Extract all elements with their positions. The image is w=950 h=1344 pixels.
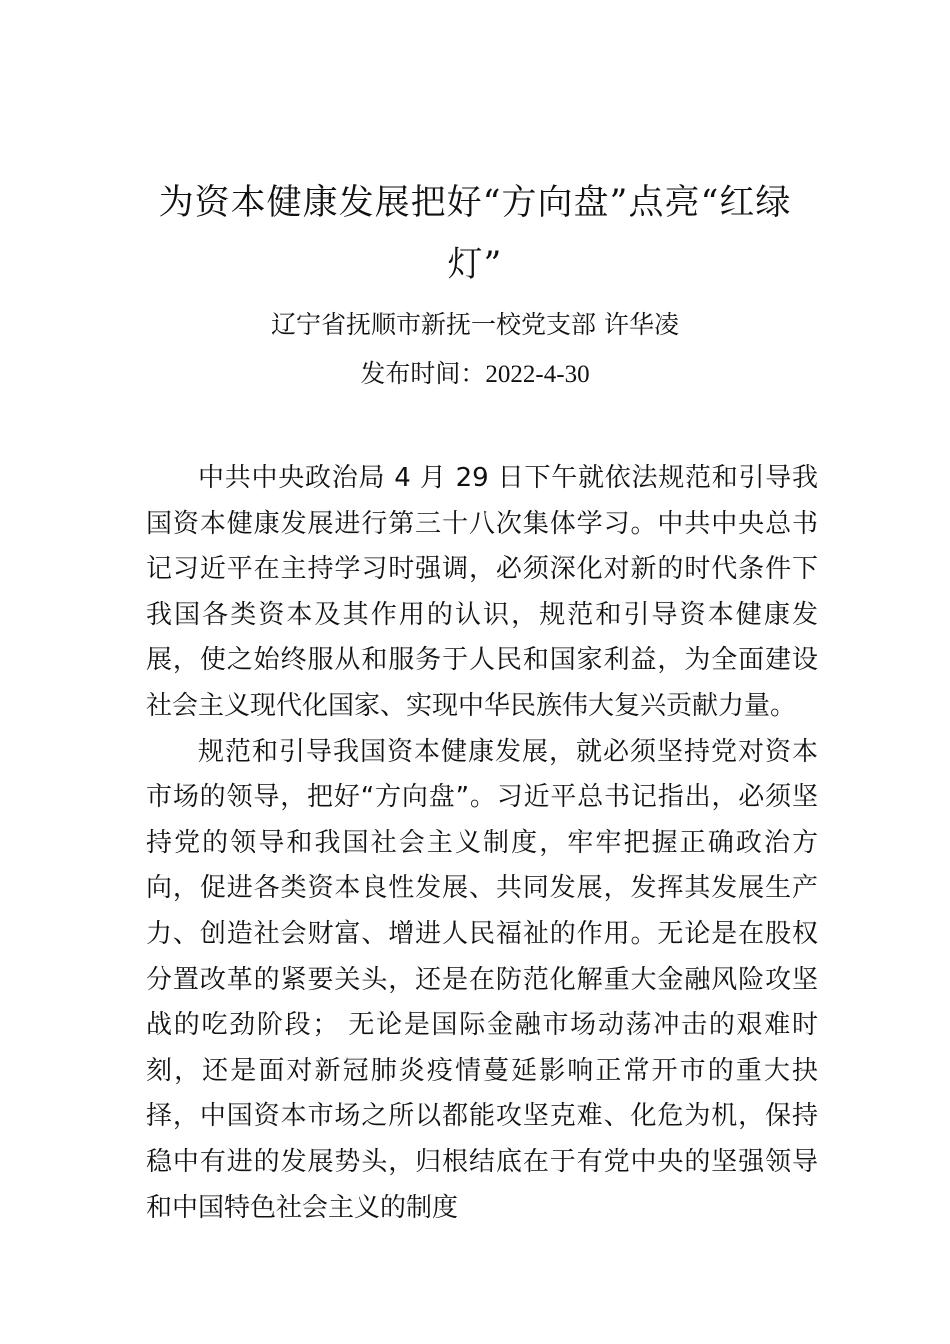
article-body xyxy=(146,456,818,1231)
publish-date-label: 发布时间： xyxy=(360,359,486,388)
body-paragraph: 规范和引导我国资本健康发展，就必须坚持党对资本市场的领导，把好“方向盘”。习近平总书记指出，必须坚持党的领导和我国社会主义制度，牢牢把握正确政治方向，促进各类资本良性发展、共同发展，发挥其发展生产力、创造社会财富、增进人民福祉的作用。无论是在股权分置改革的紧要关头，还是在防范化解重大金融风险攻坚战的吃劲阶段； 无论是国际金融市场动荡冲击的艰难时刻，还是面对新冠肺炎疫情蔓延影响正常开市的重大抉择，中国资本市场之所以都能攻坚克难、化危为机，保持稳中有进的发展势头，归根结底在于有党中央的坚强领导和中国特色社会主义的制度 xyxy=(146,736,818,1223)
publish-date xyxy=(0,357,950,392)
publish-date-value: 2022-4-30 xyxy=(485,361,590,388)
article-title: 为资本健康发展把好“方向盘”点亮“红绿灯” xyxy=(158,183,792,285)
article-author: 辽宁省抚顺市新抚一校党支部 许华凌 xyxy=(271,310,679,339)
body-paragraph: 中共中央政治局 4 月 29 日下午就依法规范和引导我国资本健康发展进行第三十八次集体学习。中共中央总书记习近平在主持学习时强调，必须深化对新的时代条件下我国各类资本及其作用的认识，规范和引导资本健康发展，使之始终服从和服务于人民和国家利益，为全面建设社会主义现代化国家、实现中华民族伟大复兴贡献力量。 xyxy=(146,463,818,721)
